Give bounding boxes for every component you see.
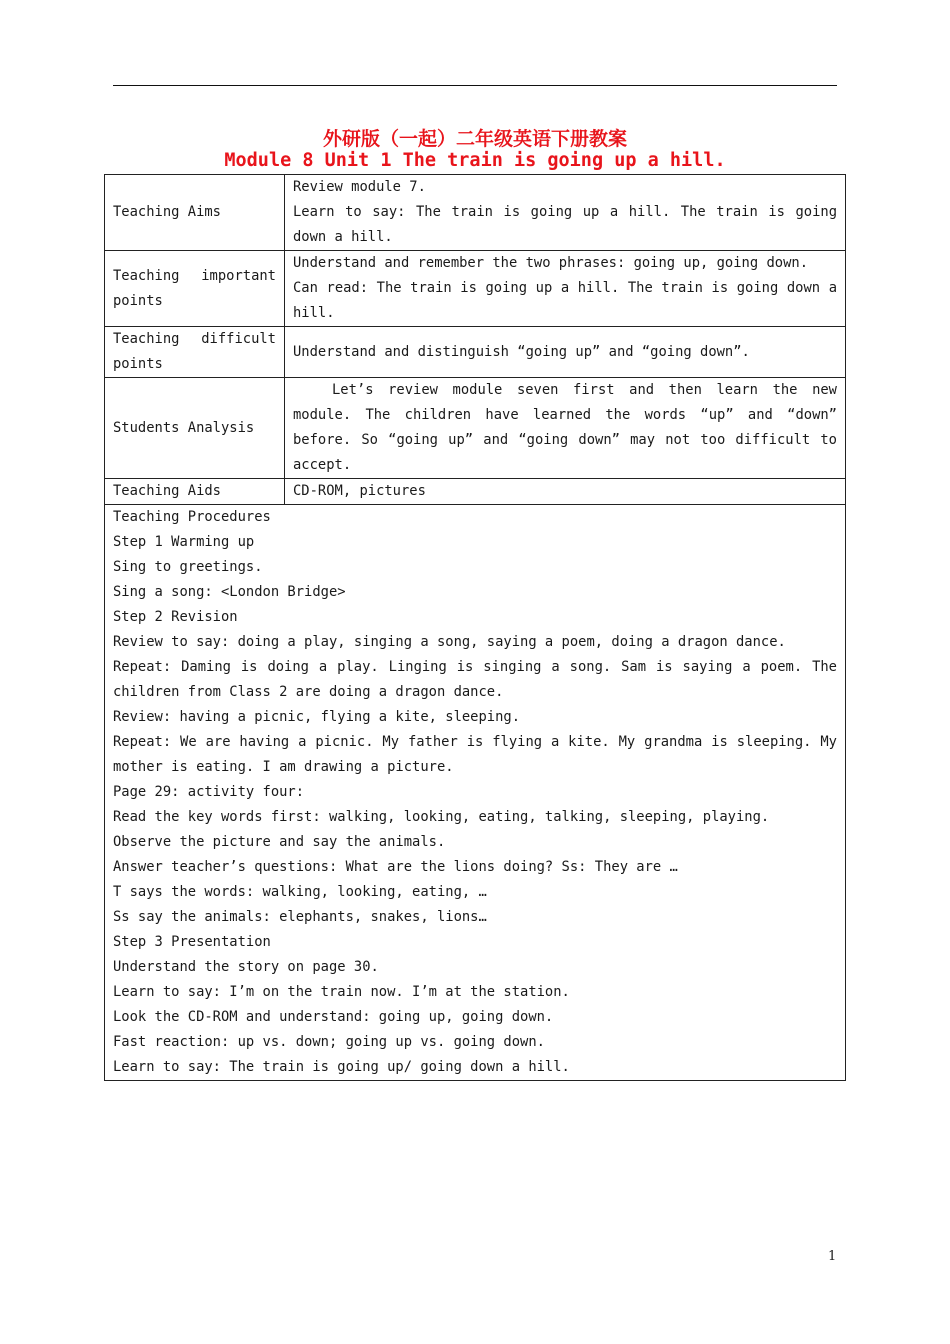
lesson-plan-table [104, 174, 846, 1081]
procedure-line: Sing a song: <London Bridge> [113, 584, 346, 600]
procedure-line: Review: having a picnic, flying a kite, sleeping. [113, 709, 521, 725]
procedure-line: Repeat: Daming is doing a play. Linging is singing a song. Sam is saying a poem. The children from Class 2 are doing a dragon dance. [113, 659, 837, 700]
row-important-points [105, 251, 846, 327]
procedure-line: Step 2 Revision [113, 609, 238, 625]
procedures-cell [105, 505, 846, 1081]
row-teaching-aims [105, 175, 846, 251]
row-procedures [105, 505, 846, 1081]
procedure-line: Fast reaction: up vs. down; going up vs. going down. [113, 1034, 545, 1050]
procedure-line: Ss say the animals: elephants, snakes, lions… [113, 909, 487, 925]
row-label: Students Analysis [105, 378, 285, 479]
procedure-line: Read the key words first: walking, looking, eating, talking, sleeping, playing. [113, 809, 770, 825]
procedure-line: Sing to greetings. [113, 559, 263, 575]
procedure-line: Review to say: doing a play, singing a song, saying a poem, doing a dragon dance. [113, 634, 786, 650]
row-content: CD-ROM, pictures [285, 479, 846, 505]
content-line: Review module 7. [293, 179, 426, 195]
document-title-chinese: 外研版（一起）二年级英语下册教案 [322, 128, 627, 150]
row-label: Teaching Aids [105, 479, 285, 505]
procedure-line: Repeat: We are having a picnic. My father is flying a kite. My grandma is sleeping. My mother is eating. I am drawing a picture. [113, 734, 837, 775]
procedure-line: Answer teacher’s questions: What are the lions doing? Ss: They are … [113, 859, 678, 875]
row-content [285, 251, 846, 327]
procedure-line: Learn to say: The train is going up/ going down a hill. [113, 1059, 570, 1075]
row-content [285, 378, 846, 479]
procedure-line: Look the CD-ROM and understand: going up, going down. [113, 1009, 554, 1025]
procedure-line: Understand the story on page 30. [113, 959, 379, 975]
procedure-line: Teaching Procedures [113, 509, 271, 525]
procedure-line: Page 29: activity four: [113, 784, 305, 800]
content-line: Learn to say: The train is going up a hill. The train is going down a hill. [293, 204, 837, 245]
row-students-analysis [105, 378, 846, 479]
procedure-line: T says the words: walking, looking, eating, … [113, 884, 487, 900]
page-number: 1 [828, 1249, 837, 1264]
procedure-line: Step 1 Warming up [113, 534, 255, 550]
header-rule [113, 85, 837, 86]
row-label: Teaching Aims [105, 175, 285, 251]
row-difficult-points [105, 327, 846, 378]
content-line: Can read: The train is going up a hill. The train is going down a hill. [293, 280, 837, 321]
content-line: Understand and remember the two phrases: going up, going down. [293, 255, 808, 271]
content-line: Understand and distinguish “going up” and “going down”. [293, 343, 750, 360]
row-teaching-aids [105, 479, 846, 505]
procedure-line: Observe the picture and say the animals. [113, 834, 446, 850]
content-line: Let’s review module seven first and then learn the new module. The children have learned the words “up” and “down” before. So “going up” and “going down” may not too difficult to accept. [293, 382, 837, 473]
row-label: Teaching important points [105, 251, 285, 327]
procedure-line: Learn to say: I’m on the train now. I’m at the station. [113, 984, 570, 1000]
document-title-english: Module 8 Unit 1 The train is going up a hill. [224, 150, 726, 171]
row-content [285, 175, 846, 251]
procedure-line: Step 3 Presentation [113, 934, 271, 950]
row-label: Teaching difficult points [105, 327, 285, 378]
row-content [285, 327, 846, 378]
